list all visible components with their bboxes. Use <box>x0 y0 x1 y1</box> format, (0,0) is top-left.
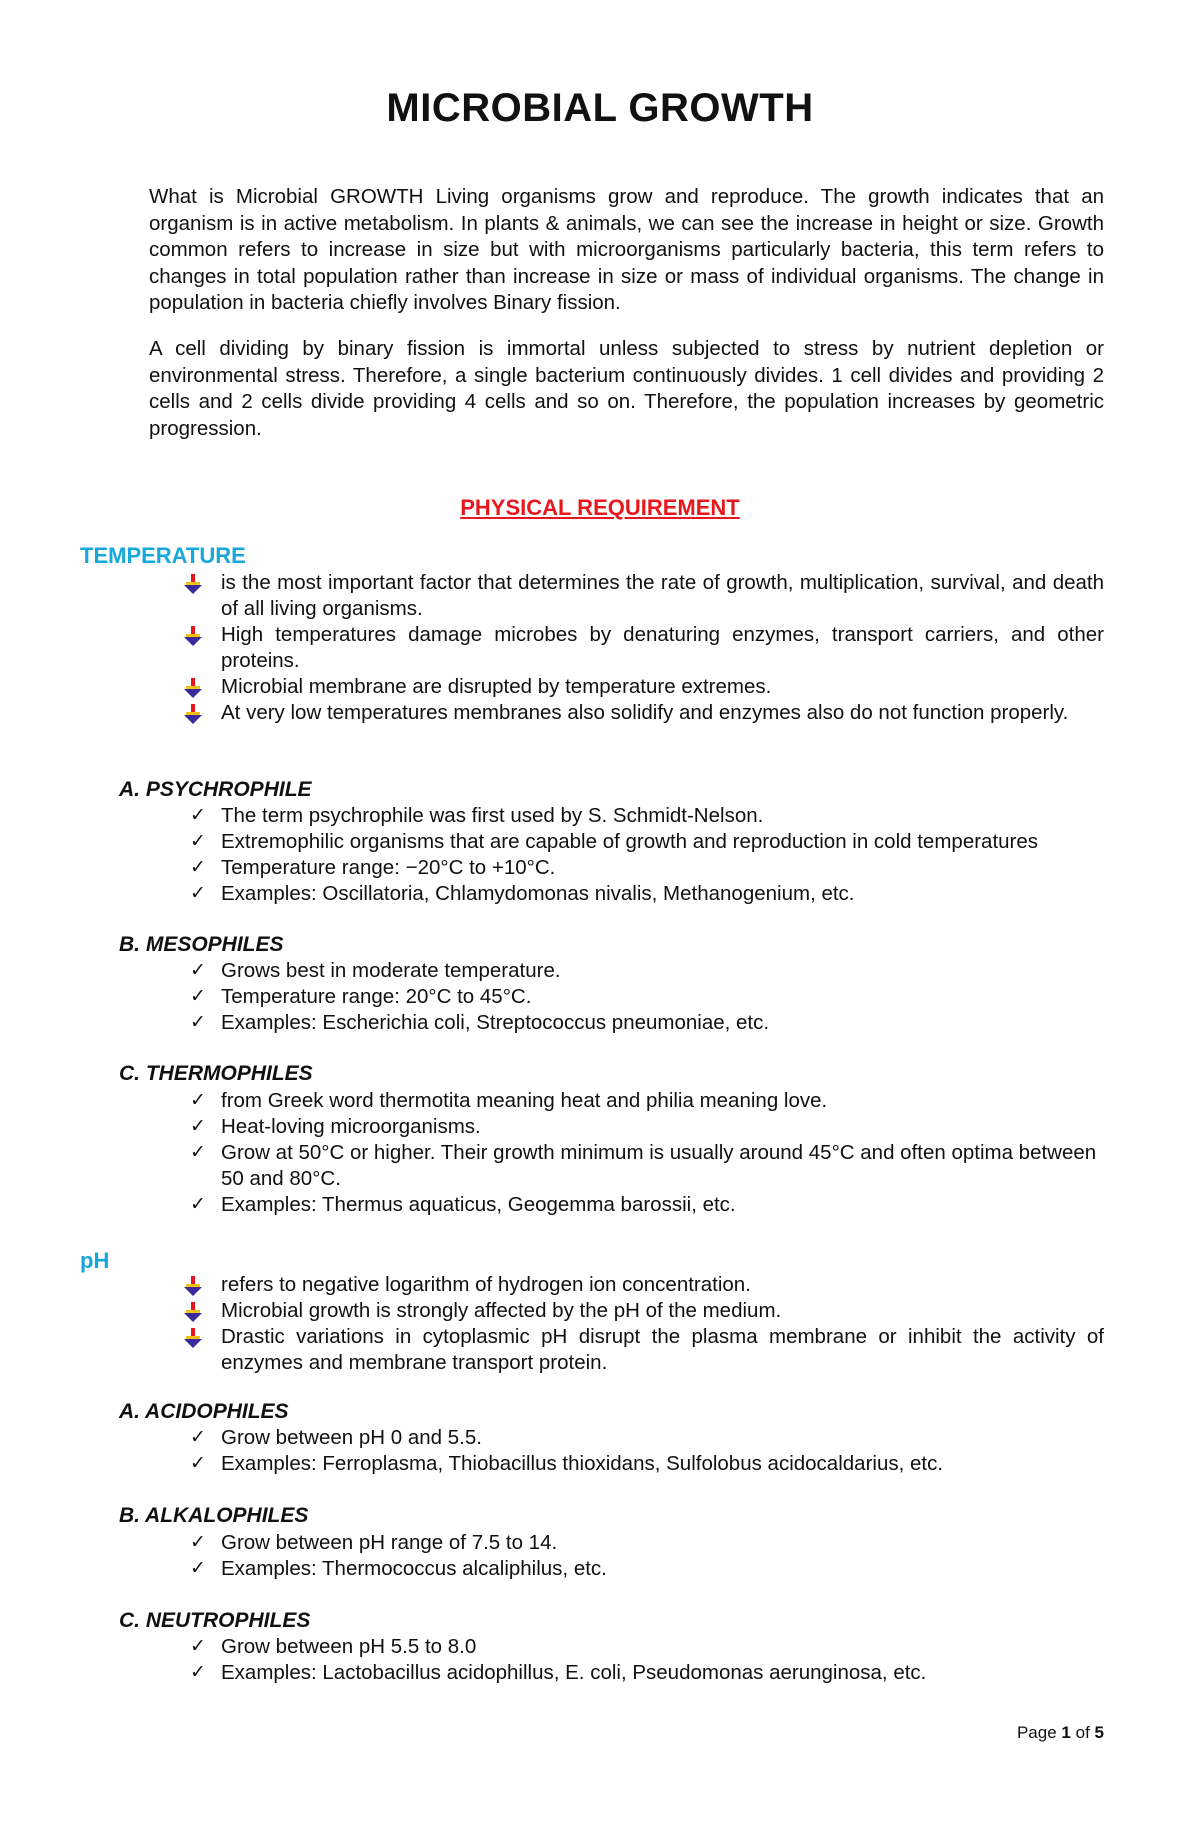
list-item-text: Heat-loving microorganisms. <box>221 1115 481 1138</box>
checkmark-icon: ✓ <box>190 1453 206 1474</box>
list-item-text: Examples: Thermus aquaticus, Geogemma barossii, etc. <box>221 1193 736 1216</box>
list-item <box>190 958 1104 984</box>
list-item <box>190 1425 1104 1451</box>
checkmark-icon: ✓ <box>190 883 206 904</box>
down-arrow-icon <box>184 1276 202 1296</box>
list-item <box>190 1634 1104 1660</box>
list-item-text: At very low temperatures membranes also solidify and enzymes also do not function properly. <box>221 701 1069 724</box>
list-item <box>190 1140 1104 1192</box>
list-item <box>190 984 1104 1010</box>
list-item <box>190 855 1104 881</box>
list-item-text: Microbial membrane are disrupted by temperature extremes. <box>221 675 772 698</box>
temperature-heading: TEMPERATURE <box>80 543 246 568</box>
list-item-text: from Greek word thermotita meaning heat and philia meaning love. <box>221 1089 828 1112</box>
list-item <box>184 1272 1104 1298</box>
list-item <box>184 700 1104 726</box>
temperature-bullet-list <box>184 570 1104 726</box>
list-item <box>184 1298 1104 1324</box>
list-item-text: The term psychrophile was first used by S. Schmidt-Nelson. <box>221 804 764 827</box>
checkmark-icon: ✓ <box>190 831 206 852</box>
list-item-text: Examples: Ferroplasma, Thiobacillus thioxidans, Sulfolobus acidocaldarius, etc. <box>221 1452 944 1475</box>
document-title: MICROBIAL GROWTH <box>386 86 814 130</box>
list-item-text: Grows best in moderate temperature. <box>221 959 561 982</box>
intro-paragraph-2: A cell dividing by binary fission is immortal unless subjected to stress by nutrient depletion or environmental stress. Therefore, a single bacterium continuously divides. 1 cell divides and providing 2 cells and 2 cells divide providing 4 cells and so on. Therefore, the population increases by geometric progression. <box>149 337 1104 440</box>
of-label: of <box>1075 1723 1090 1742</box>
list-item <box>184 622 1104 674</box>
checkmark-icon: ✓ <box>190 857 206 878</box>
down-arrow-icon <box>184 626 202 646</box>
checkmark-icon: ✓ <box>190 1427 206 1448</box>
checkmark-icon: ✓ <box>190 1090 206 1111</box>
list-item-text: Grow at 50°C or higher. Their growth minimum is usually around 45°C and often optima between 50 and 80°C. <box>221 1141 1097 1190</box>
checkmark-icon: ✓ <box>190 1142 206 1163</box>
page-label: Page <box>1016 1723 1057 1742</box>
alkalophiles-list <box>190 1530 1104 1582</box>
list-item-text: Extremophilic organisms that are capable of growth and reproduction in cold temperatures <box>221 830 1039 853</box>
list-item <box>190 1010 1104 1036</box>
list-item-text: Temperature range: −20°C to +10°C. <box>221 856 556 879</box>
list-item-text: Microbial growth is strongly affected by the pH of the medium. <box>221 1299 782 1322</box>
section-title: PHYSICAL REQUIREMENT <box>460 495 740 520</box>
ph-heading: pH <box>80 1248 110 1273</box>
total-pages: 5 <box>1094 1723 1104 1742</box>
down-arrow-icon <box>184 1328 202 1348</box>
checkmark-icon: ✓ <box>190 1012 206 1033</box>
intro-paragraph-1: What is Microbial GROWTH Living organisms grow and reproduce. The growth indicates that an organism is in active metabolism. In plants & animals, we can see the increase in height or size. Growth common refers to increase in size but with microorganisms particularly bacteria, this term refers to changes in total population rather than increase in size or mass of individual organisms. The change in population in bacteria chiefly involves Binary fission. <box>149 185 1104 314</box>
ph-bullet-list <box>184 1272 1104 1376</box>
list-item <box>190 829 1104 855</box>
list-item-text: Examples: Oscillatoria, Chlamydomonas nivalis, Methanogenium, etc. <box>221 882 855 905</box>
list-item <box>190 1556 1104 1582</box>
thermophiles-list <box>190 1088 1104 1218</box>
psychrophile-list <box>190 803 1104 907</box>
psychrophile-heading: A. PSYCHROPHILE <box>119 778 312 801</box>
checkmark-icon: ✓ <box>190 960 206 981</box>
list-item-text: is the most important factor that determines the rate of growth, multiplication, survival, and death of all living organisms. <box>221 571 1104 620</box>
list-item <box>190 881 1104 907</box>
list-item-text: Examples: Thermococcus alcaliphilus, etc. <box>221 1557 607 1580</box>
list-item-text: refers to negative logarithm of hydrogen ion concentration. <box>221 1273 751 1296</box>
checkmark-icon: ✓ <box>190 1662 206 1683</box>
list-item <box>184 674 1104 700</box>
list-item-text: Grow between pH 5.5 to 8.0 <box>221 1635 477 1658</box>
checkmark-icon: ✓ <box>190 1558 206 1579</box>
list-item-text: Temperature range: 20°C to 45°C. <box>221 985 532 1008</box>
alkalophiles-heading: B. ALKALOPHILES <box>119 1504 309 1527</box>
mesophiles-heading: B. MESOPHILES <box>119 933 284 956</box>
down-arrow-icon <box>184 1302 202 1322</box>
list-item-text: Grow between pH 0 and 5.5. <box>221 1426 482 1449</box>
list-item <box>190 1192 1104 1218</box>
checkmark-icon: ✓ <box>190 1194 206 1215</box>
neutrophiles-list <box>190 1634 1104 1686</box>
list-item <box>184 1324 1104 1376</box>
page-number: 1 <box>1061 1723 1071 1742</box>
neutrophiles-heading: C. NEUTROPHILES <box>119 1609 311 1632</box>
acidophiles-list <box>190 1425 1104 1477</box>
checkmark-icon: ✓ <box>190 986 206 1007</box>
checkmark-icon: ✓ <box>190 1636 206 1657</box>
list-item <box>184 570 1104 622</box>
thermophiles-heading: C. THERMOPHILES <box>119 1062 313 1085</box>
list-item-text: High temperatures damage microbes by denaturing enzymes, transport carriers, and other proteins. <box>221 623 1104 672</box>
checkmark-icon: ✓ <box>190 1532 206 1553</box>
list-item-text: Grow between pH range of 7.5 to 14. <box>221 1531 558 1554</box>
list-item <box>190 1530 1104 1556</box>
list-item <box>190 803 1104 829</box>
list-item <box>190 1660 1104 1686</box>
checkmark-icon: ✓ <box>190 805 206 826</box>
list-item <box>190 1451 1104 1477</box>
mesophiles-list <box>190 958 1104 1036</box>
checkmark-icon: ✓ <box>190 1116 206 1137</box>
list-item <box>190 1114 1104 1140</box>
down-arrow-icon <box>184 704 202 724</box>
list-item-text: Examples: Escherichia coli, Streptococcus pneumoniae, etc. <box>221 1011 770 1034</box>
page-number-footer <box>1017 1722 1104 1744</box>
list-item-text: Drastic variations in cytoplasmic pH disrupt the plasma membrane or inhibit the activity of enzymes and membrane transport protein. <box>221 1325 1104 1374</box>
acidophiles-heading: A. ACIDOPHILES <box>119 1400 289 1423</box>
down-arrow-icon <box>184 574 202 594</box>
list-item-text: Examples: Lactobacillus acidophillus, E. coli, Pseudomonas aerunginosa, etc. <box>221 1661 927 1684</box>
down-arrow-icon <box>184 678 202 698</box>
list-item <box>190 1088 1104 1114</box>
